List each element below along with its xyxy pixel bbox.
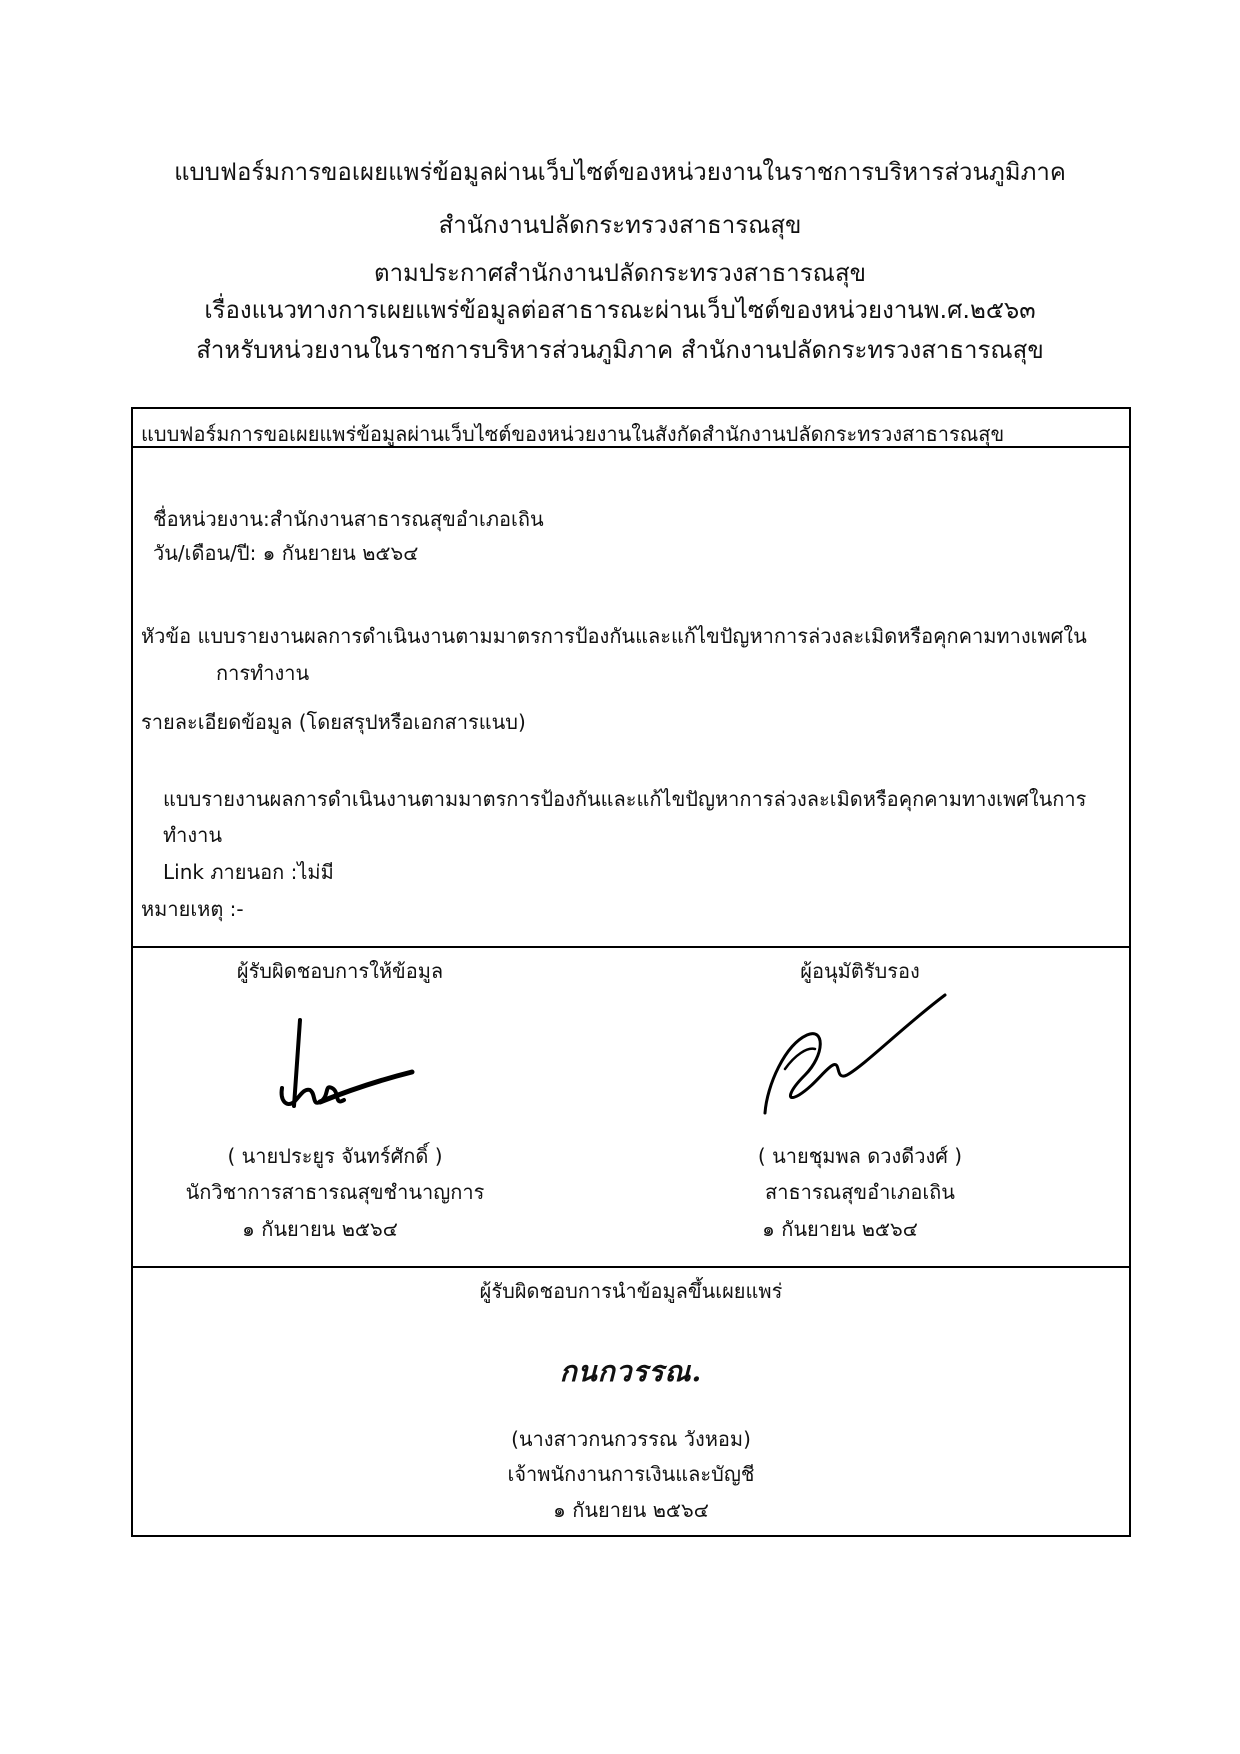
header-line-3: ตามประกาศสำนักงานปลัดกระทรวงสาธารณสุข xyxy=(373,259,866,287)
header-line-4: เรื่องแนวทางการเผยแพร่ข้อมูลต่อสาธารณะผ่านเว็บไซต์ของหน่วยงานพ.ศ.๒๕๖๓ xyxy=(204,296,1036,324)
header-line-2: สำนักงานปลัดกระทรวงสาธารณสุข xyxy=(438,211,802,239)
header-line-5: สำหรับหน่วยงานในราชการบริหารส่วนภูมิภาค สำนักงานปลัดกระทรวงสาธารณสุข xyxy=(196,336,1044,364)
remark-line: หมายเหตุ :- xyxy=(141,897,244,921)
detail-line-2: ทำงาน xyxy=(163,823,223,847)
provider-signature-icon xyxy=(260,1010,430,1120)
approver-name: ( นายชุมพล ดวงดีวงศ์ ) xyxy=(757,1144,963,1168)
header-line-1: แบบฟอร์มการขอเผยแพร่ข้อมูลผ่านเว็บไซต์ของหน่วยงานในราชการบริหารส่วนภูมิภาค xyxy=(174,158,1066,186)
publisher-signature: กนกวรรณ. xyxy=(559,1355,703,1388)
approver-signature-icon xyxy=(755,985,955,1125)
publisher-name: (นางสาวกนกวรรณ วังหอม) xyxy=(511,1427,751,1451)
detail-line-1: แบบรายงานผลการดำเนินงานตามมาตรการป้องกันและแก้ไขปัญหาการล่วงละเมิดหรือคุกคามทางเพศในการ xyxy=(163,787,1087,811)
link-line: Link ภายนอก :ไม่มี xyxy=(163,860,334,884)
provider-date: ๑ กันยายน ๒๕๖๔ xyxy=(242,1217,398,1241)
date-line: วัน/เดือน/ปี: ๑ กันยายน ๒๕๖๔ xyxy=(153,541,419,565)
subject-line-2: การทำงาน xyxy=(216,661,310,685)
publisher-divider xyxy=(131,1266,1131,1268)
detail-label: รายละเอียดข้อมูล (โดยสรุปหรือเอกสารแนบ) xyxy=(141,710,526,734)
signature-divider xyxy=(131,946,1131,948)
approver-role: ผู้อนุมัติรับรอง xyxy=(800,959,920,983)
agency-line: ชื่อหน่วยงาน:สำนักงานสาธารณสุขอำเภอเถิน xyxy=(153,507,544,531)
provider-position: นักวิชาการสาธารณสุขชำนาญการ xyxy=(185,1180,485,1204)
approver-position: สาธารณสุขอำเภอเถิน xyxy=(765,1180,955,1204)
publisher-date: ๑ กันยายน ๒๕๖๔ xyxy=(553,1498,709,1522)
subject-line-1: หัวข้อ แบบรายงานผลการดำเนินงานตามมาตรการป้องกันและแก้ไขปัญหาการล่วงละเมิดหรือคุกคามทางเพศใน xyxy=(141,624,1087,648)
provider-role: ผู้รับผิดชอบการให้ข้อมูล xyxy=(236,959,444,983)
publisher-role: ผู้รับผิดชอบการนำข้อมูลขึ้นเผยแพร่ xyxy=(479,1279,783,1303)
provider-name: ( นายประยูร จันทร์ศักดิ์ ) xyxy=(227,1144,443,1168)
approver-date: ๑ กันยายน ๒๕๖๔ xyxy=(762,1217,918,1241)
publisher-position: เจ้าพนักงานการเงินและบัญชี xyxy=(507,1462,755,1486)
form-title: แบบฟอร์มการขอเผยแพร่ข้อมูลผ่านเว็บไซต์ของหน่วยงานในสังกัดสำนักงานปลัดกระทรวงสาธารณสุข xyxy=(141,422,1005,446)
